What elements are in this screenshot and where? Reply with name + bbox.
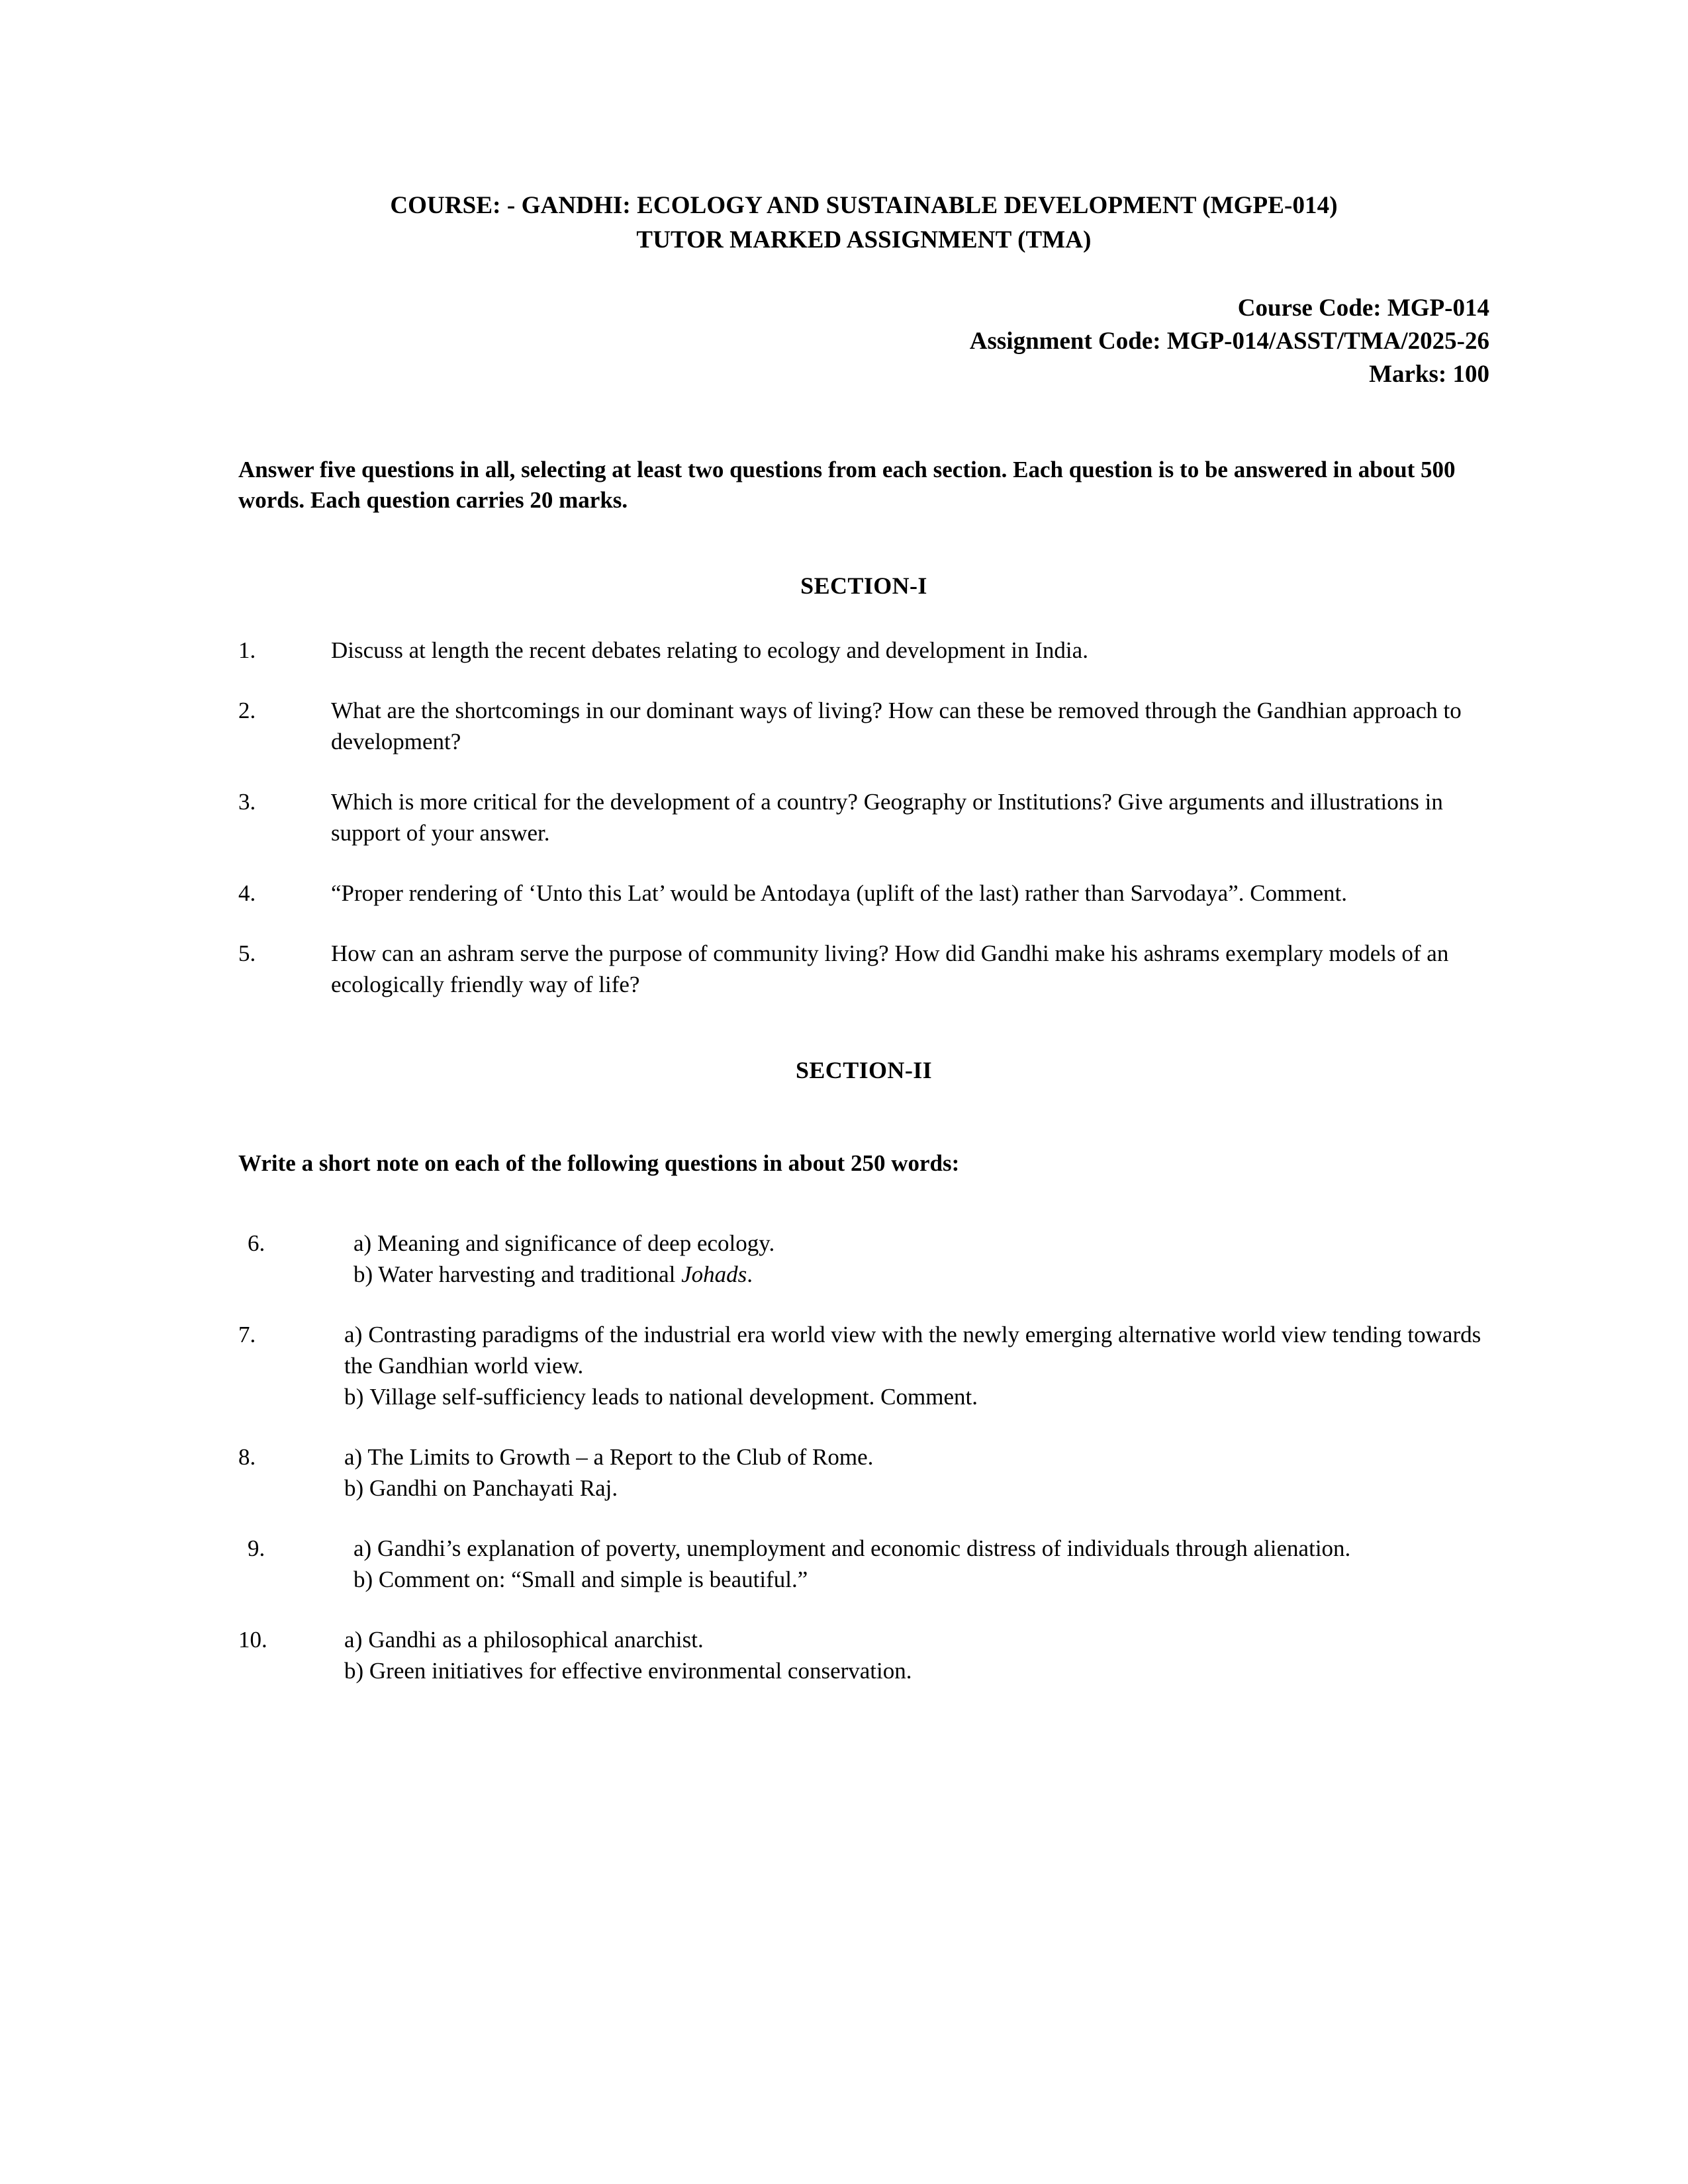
section-two-heading: SECTION-II <box>795 1057 933 1083</box>
general-instruction: Answer five questions in all, selecting at least two questions from each section. Each question is to be answered in about 500 words. Each question carries 20 marks. <box>238 457 1456 513</box>
question-number: 10. <box>238 1627 267 1653</box>
sub-item-label: b) <box>344 1658 364 1684</box>
sub-item <box>353 1228 1489 1259</box>
sub-item-text: Gandhi on Panchayati Raj. <box>369 1475 618 1501</box>
question-number: 7. <box>238 1322 256 1347</box>
title-line-2: TUTOR MARKED ASSIGNMENT (TMA) <box>636 226 1092 253</box>
question-number: 8. <box>238 1444 256 1470</box>
sub-item-label: a) <box>353 1230 372 1256</box>
sub-item <box>353 1533 1489 1564</box>
sub-item <box>353 1564 1489 1595</box>
question-text: How can an ashram serve the purpose of community living? How did Gandhi make his ashrams exemplary models of an ecologically friendly way of life? <box>331 940 1449 997</box>
section-two-instruction: Write a short note on each of the following questions in about 250 words: <box>238 1150 960 1176</box>
question-item <box>238 635 1489 666</box>
question-item <box>238 938 1489 1000</box>
sub-item <box>353 1259 1489 1290</box>
sub-item-text: Village self-sufficiency leads to national development. Comment. <box>369 1384 978 1410</box>
sub-item-label: a) <box>353 1535 372 1561</box>
sub-item-italic-term: Johads <box>681 1261 747 1287</box>
section-one-question-list <box>238 635 1489 1000</box>
question-item <box>238 1441 1489 1504</box>
marks: Marks: 100 <box>1369 361 1489 388</box>
question-text: What are the shortcomings in our dominant ways of living? How can these be removed through the Gandhian approach to development? <box>331 698 1462 754</box>
sub-item-text-after: . <box>747 1261 753 1287</box>
question-subitems <box>353 1533 1489 1595</box>
sub-item-label: b) <box>344 1475 364 1501</box>
sub-item-label: b) <box>344 1384 364 1410</box>
question-number: 9. <box>248 1535 265 1561</box>
sub-item-text: Contrasting paradigms of the industrial era world view with the newly emerging alternative world view tending towards the Gandhian world view. <box>344 1322 1481 1379</box>
question-item <box>238 1624 1489 1686</box>
sub-item-text: The Limits to Growth – a Report to the Club of Rome. <box>367 1444 874 1470</box>
sub-item <box>344 1655 1489 1686</box>
question-item <box>238 695 1489 757</box>
sub-item-text: Green initiatives for effective environmental conservation. <box>369 1658 912 1684</box>
question-subitems <box>344 1624 1489 1686</box>
sub-item-text: Meaning and significance of deep ecology. <box>377 1230 775 1256</box>
question-number: 2. <box>238 698 256 723</box>
sub-item <box>344 1441 1489 1473</box>
sub-item-label: a) <box>344 1627 363 1653</box>
question-subitems <box>344 1441 1489 1504</box>
question-subitems <box>353 1228 1489 1290</box>
sub-item-label: b) <box>353 1567 373 1592</box>
title-line-1: COURSE: - GANDHI: ECOLOGY AND SUSTAINABLE DEVELOPMENT (MGPE-014) <box>390 192 1338 219</box>
sub-item <box>344 1381 1489 1412</box>
question-subitems <box>344 1319 1489 1412</box>
sub-item-label: a) <box>344 1444 363 1470</box>
sub-item-label: a) <box>344 1322 363 1347</box>
section-one-heading: SECTION-I <box>800 572 927 599</box>
question-text: Which is more critical for the development of a country? Geography or Institutions? Give arguments and illustrations in support of your answer. <box>331 789 1443 846</box>
sub-item-text: Water harvesting and traditional <box>378 1261 682 1287</box>
question-text: Discuss at length the recent debates relating to ecology and development in India. <box>331 637 1088 663</box>
question-item <box>238 1319 1489 1412</box>
sub-item-text: Gandhi as a philosophical anarchist. <box>368 1627 704 1653</box>
sub-item-text: Gandhi’s explanation of poverty, unemployment and economic distress of individuals through alienation. <box>377 1535 1351 1561</box>
course-code-block <box>238 292 1489 391</box>
question-number: 6. <box>248 1230 265 1256</box>
question-number: 5. <box>238 940 256 966</box>
sub-item <box>344 1473 1489 1504</box>
document-title <box>238 189 1489 257</box>
question-item <box>238 786 1489 848</box>
question-item <box>238 1533 1489 1595</box>
sub-item-label: b) <box>353 1261 373 1287</box>
course-code: Course Code: MGP-014 <box>1237 295 1489 322</box>
document-content <box>238 189 1489 1715</box>
sub-item-text: Comment on: “Small and simple is beautiful.” <box>378 1567 808 1592</box>
question-number: 1. <box>238 637 256 663</box>
section-two-question-list <box>238 1228 1489 1686</box>
sub-item <box>344 1624 1489 1655</box>
sub-item <box>344 1319 1489 1381</box>
question-number: 3. <box>238 789 256 815</box>
question-text: “Proper rendering of ‘Unto this Lat’ would be Antodaya (uplift of the last) rather than Sarvodaya”. Comment. <box>331 880 1348 906</box>
question-item <box>238 878 1489 909</box>
question-number: 4. <box>238 880 256 906</box>
question-item <box>238 1228 1489 1290</box>
assignment-code: Assignment Code: MGP-014/ASST/TMA/2025-26 <box>969 328 1489 355</box>
